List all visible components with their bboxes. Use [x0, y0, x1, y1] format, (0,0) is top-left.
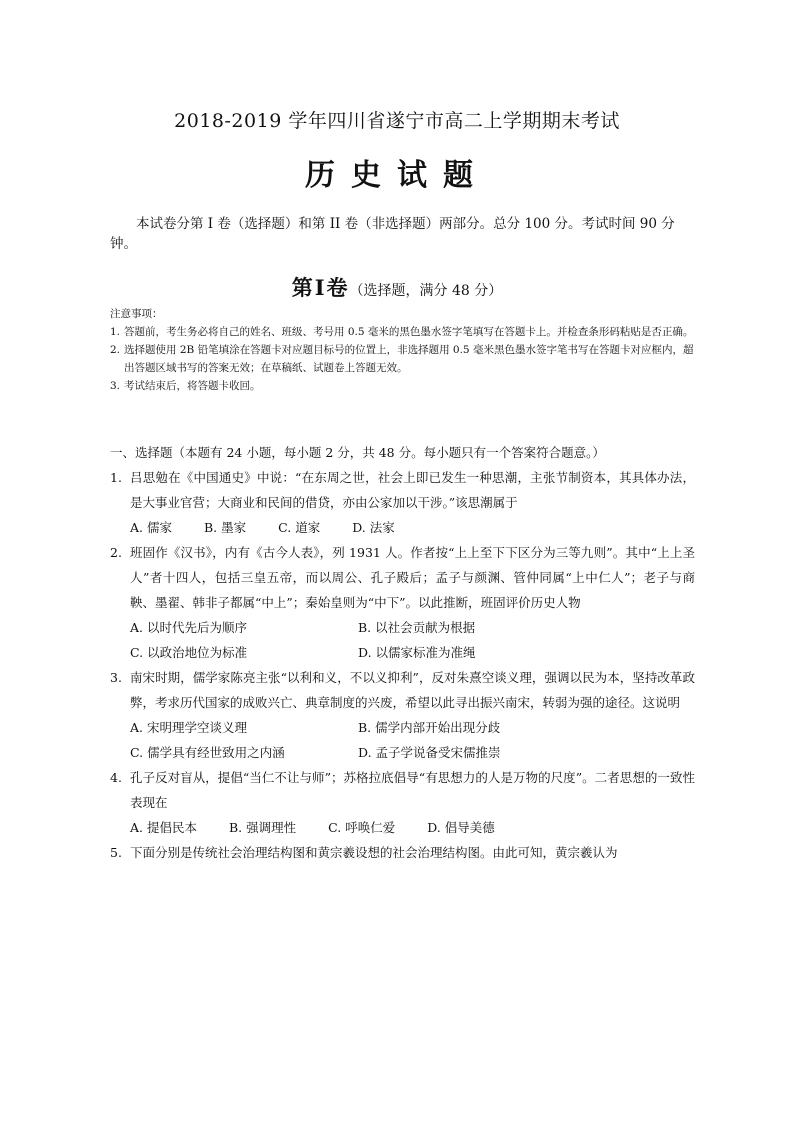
notice-block: [110, 305, 695, 395]
question-1: [110, 465, 695, 515]
option: D. 法家: [352, 520, 395, 535]
questions-block: [110, 440, 695, 865]
notice-text: 选择题使用 2B 铅笔填涂在答题卡对应题目标号的位置上，非选择题用 0.5 毫米黑色墨水签字笔书写在答题卡对应框内，超出答题区域书写的答案无效；在草稿纸、试题卷上答题无效。: [124, 344, 694, 374]
question-stem: 班固作《汉书》，内有《古今人表》，列 1931 人。作者按“上上至下下区分为三等九则”。其中“上上圣人”者十四人，包括三皇五帝，而以周公、孔子殿后；孟子与颜渊、管仲同属“上中仁人”；老子与商鞅、墨翟、韩非子都属“中上”；秦始皇则为“中下”。以此推断，班固评价历史人物: [130, 545, 695, 610]
question-2: [110, 540, 695, 615]
exam-intro: 本试卷分第 I 卷（选择题）和第 II 卷（非选择题）两部分。总分 100 分。考试时间 90 分钟。: [110, 216, 675, 252]
option: A. 以时代先后为顺序: [130, 620, 247, 635]
notice-number: 2.: [110, 344, 121, 356]
option: C. 以政治地位为标准: [130, 645, 248, 660]
option: B. 强调理性: [228, 820, 297, 835]
option: A. 儒家: [130, 520, 172, 535]
notice-item: [110, 323, 695, 341]
question-stem: 孔子反对盲从，提倡“当仁不让与师”；苏格拉底倡导“有思想力的人是万物的尺度”。二者思想的一致性表现在: [130, 770, 695, 810]
question-3-options: [110, 715, 695, 740]
option: A. 提倡民本: [130, 820, 197, 835]
option: B. 墨家: [203, 520, 247, 535]
notice-text: 答题前，考生务必将自己的姓名、班级、考号用 0.5 毫米的黑色墨水签字笔填写在答题卡上。并检查条形码粘贴是否正确。: [124, 326, 694, 338]
question-4: [110, 765, 695, 815]
question-stem: 吕思勉在《中国通史》中说：“在东周之世，社会上即已发生一种思潮，主张节制资本，其具体办法，是大事业官营；大商业和民间的借贷，亦由公家加以干涉。”该思潮属于: [130, 470, 695, 510]
section-title-main: 第Ⅰ卷: [291, 275, 350, 300]
question-number: 1.: [110, 470, 122, 485]
question-2-options: [110, 640, 695, 665]
option: C. 呼唤仁爱: [328, 820, 396, 835]
question-number: 5.: [110, 845, 122, 860]
question-4-options: [110, 815, 695, 840]
notice-item: [110, 377, 695, 395]
notice-text: 考试结束后，将答题卡收回。: [124, 380, 261, 392]
question-1-options: [110, 515, 695, 540]
question-number: 4.: [110, 770, 122, 785]
notice-number: 1.: [110, 326, 121, 338]
exam-title: 2018-2019 学年四川省遂宁市高二上学期期末考试: [174, 110, 620, 132]
option: D. 孟子学说备受宋儒推崇: [358, 745, 501, 760]
question-2-options: [110, 615, 695, 640]
part-heading: 一、选择题（本题有 24 小题，每小题 2 分，共 48 分。每小题只有一个答案符合题意。）: [110, 445, 605, 460]
option: D. 倡导美德: [427, 820, 495, 835]
subject-title: 历史试题: [305, 158, 489, 193]
option: C. 儒学具有经世致用之内涵: [130, 745, 285, 760]
option: B. 以社会贡献为根据: [358, 620, 476, 635]
notice-item: [110, 341, 695, 377]
notice-title: 注意事项：: [110, 308, 163, 320]
option: B. 儒学内部开始出现分歧: [358, 720, 501, 735]
section-title-sub: （选择题，满分 48 分）: [349, 283, 503, 299]
option: C. 道家: [278, 520, 321, 535]
question-number: 2.: [110, 545, 122, 560]
question-5: [110, 840, 695, 865]
option: A. 宋明理学空谈义理: [130, 720, 247, 735]
question-stem: 下面分别是传统社会治理结构图和黄宗羲设想的社会治理结构图。由此可知，黄宗羲认为: [130, 845, 618, 860]
question-3: [110, 665, 695, 715]
notice-number: 3.: [110, 380, 121, 392]
option: D. 以儒家标准为准绳: [358, 645, 476, 660]
section-heading: [0, 272, 794, 302]
question-stem: 南宋时期，儒学家陈亮主张“以利和义，不以义抑利”，反对朱熹空谈义理，强调以民为本，坚持改革政弊，考求历代国家的成败兴亡、典章制度的兴废，希望以此寻出振兴南宋，转弱为强的途径。这说明: [130, 670, 695, 710]
question-3-options: [110, 740, 695, 765]
question-number: 3.: [110, 670, 122, 685]
